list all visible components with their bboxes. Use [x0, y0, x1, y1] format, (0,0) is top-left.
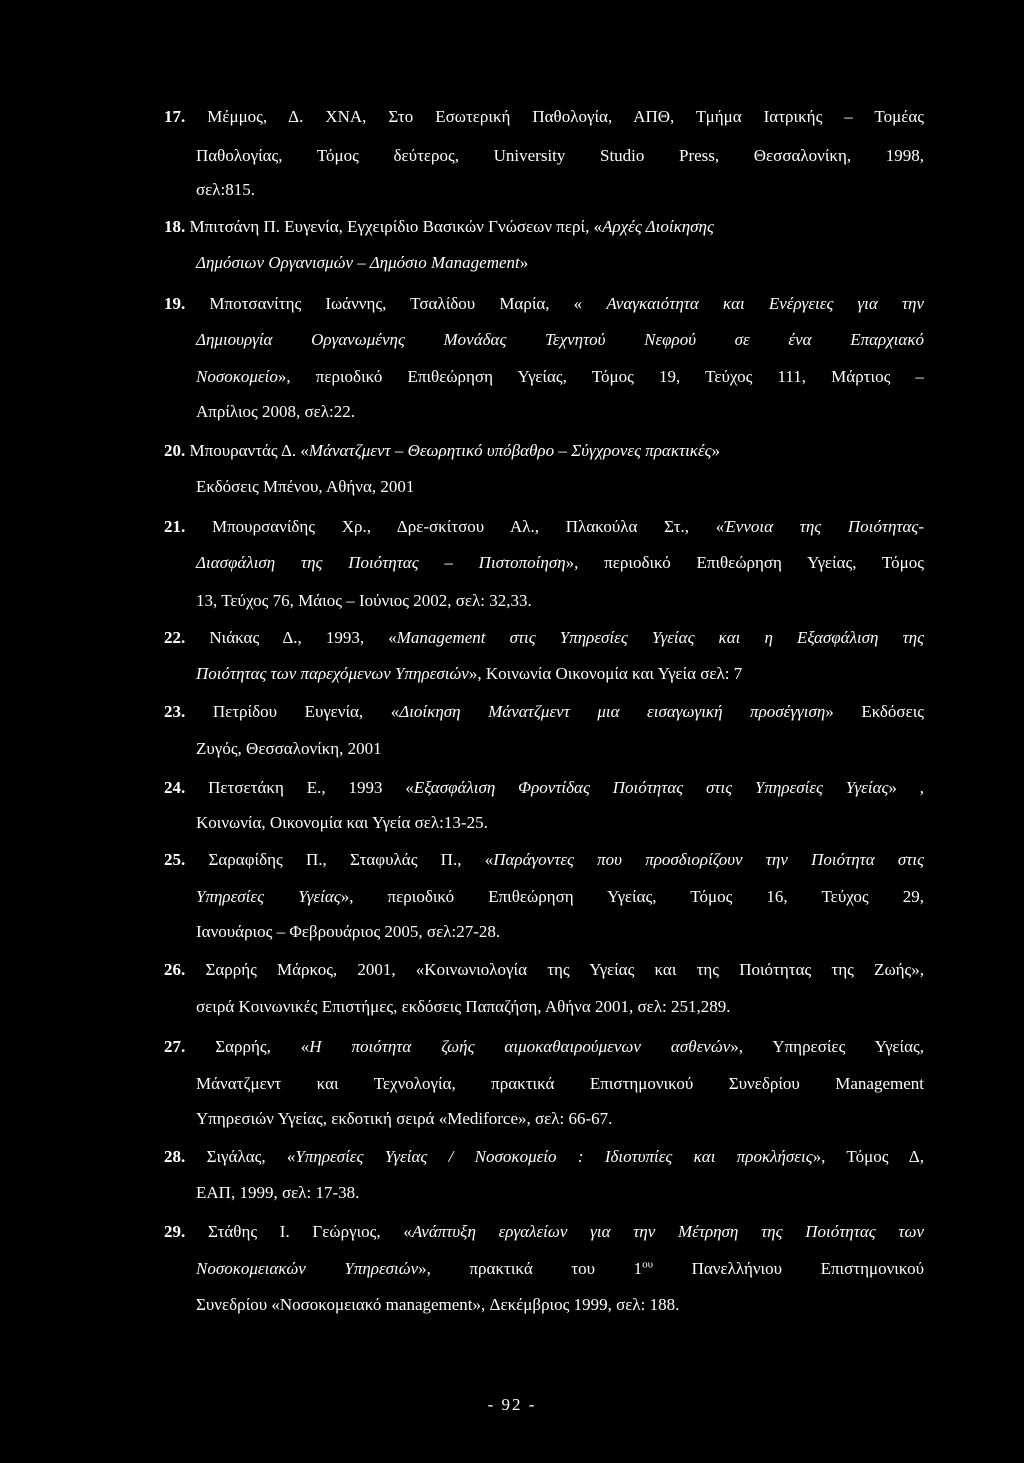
reference-number: 29.: [164, 1222, 208, 1241]
reference-title-text: Εξασφάλιση Φροντίδας Ποιότητας στις Υπηρεσίες Υγείας: [413, 778, 889, 797]
reference-text: Στάθης Ι. Γεώργιος, «: [207, 1222, 412, 1241]
reference-text: ΕΑΠ, 1999, σελ: 17-38.: [196, 1183, 360, 1202]
reference-text: Σαρρής Μάρκος, 2001, «Κοινωνιολογία της Υγείας και της Ποιότητας της Ζωής»,: [205, 960, 925, 979]
reference-title-text: Παράγοντες που προσδιορίζουν την Ποιότητα στις: [493, 850, 924, 869]
reference-line: [164, 293, 924, 314]
reference-text: σελ:815.: [196, 180, 256, 199]
reference-text: Μπουραντάς Δ. «: [189, 441, 309, 460]
reference-line: [196, 1294, 924, 1315]
reference-text: Πετρίδου Ευγενία, «: [212, 702, 400, 721]
reference-line: [196, 1258, 924, 1279]
reference-line: [164, 440, 720, 461]
reference-line: [196, 921, 924, 942]
reference-title-text: Νοσοκομείο: [196, 367, 278, 386]
reference-title-text: Έννοια της Ποιότητας-: [724, 517, 924, 536]
reference-line: [196, 252, 924, 273]
reference-text: Μποτσανίτης Ιωάννης, Τσαλίδου Μαρία, «: [209, 294, 607, 313]
reference-text: » Εκδόσεις: [825, 702, 925, 721]
reference-title-text: Υπηρεσίες Υγείας: [196, 887, 341, 906]
reference-title-text: Αρχές Διοίκησης: [602, 217, 714, 236]
reference-number: 22.: [164, 628, 210, 647]
reference-text: »: [711, 441, 721, 460]
reference-line: [164, 1036, 924, 1057]
reference-text: Σιγάλας, «: [206, 1147, 296, 1166]
reference-text: Μπουρσανίδης Χρ., Δρε-σκίτσου Αλ., Πλακούλα Στ., «: [211, 517, 725, 536]
reference-line: [164, 516, 924, 537]
reference-text: Μέμμος, Δ. ΧΝΑ, Στο Εσωτερική Παθολογία, ΑΠΘ, Τμήμα Ιατρικής – Τομέας: [207, 107, 924, 126]
reference-line: [164, 701, 924, 722]
reference-number: 28.: [164, 1147, 207, 1166]
reference-number: 24.: [164, 778, 209, 797]
reference-title-text: Μάνατζμεντ – Θεωρητικό υπόβαθρο – Σύγχρονες πρακτικές: [308, 441, 712, 460]
reference-text: Σαραφίδης Π., Σταφυλάς Π., «: [208, 850, 494, 869]
reference-text: Συνεδρίου «Νοσοκομειακό management», Δεκέμβριος 1999, σελ: 188.: [196, 1295, 680, 1314]
reference-line: [196, 1182, 924, 1203]
reference-line: [196, 145, 924, 166]
reference-line: [196, 1108, 924, 1129]
reference-text: »: [519, 253, 529, 272]
reference-text: », περιοδικό Επιθεώρηση Υγείας, Τόμος 16, Τεύχος 29,: [340, 887, 924, 906]
reference-title-text: Δημόσιων Οργανισμών – Δημόσιο Management: [196, 253, 520, 272]
reference-number: 20.: [164, 441, 190, 460]
reference-line: [196, 329, 924, 350]
reference-text: », περιοδικό Επιθεώρηση Υγείας, Τόμος 19, Τεύχος 111, Μάρτιος –: [277, 367, 924, 386]
reference-text: ου: [642, 1258, 654, 1271]
reference-text: », περιοδικό Επιθεώρηση Υγείας, Τόμος: [565, 553, 924, 572]
reference-text: Υπηρεσιών Υγείας, εκδοτική σειρά «Mediforce», σελ: 66-67.: [196, 1109, 613, 1128]
reference-line: [196, 996, 924, 1017]
reference-title-text: Διοίκηση Μάνατζμεντ μια εισαγωγική προσέγγιση: [399, 702, 826, 721]
reference-text: », Κοινωνία Οικονομία και Υγεία σελ: 7: [468, 664, 743, 683]
reference-title-text: Ανάπτυξη εργαλείων για την Μέτρηση της Ποιότητας των: [411, 1222, 924, 1241]
reference-line: [164, 216, 714, 237]
reference-text: Πανελλήνιου Επιστημονικού: [653, 1259, 924, 1278]
reference-title-text: Η ποιότητα ζωής αιμοκαθαιρούμενων ασθενών: [309, 1037, 731, 1056]
reference-text: Νιάκας Δ., 1993, «: [209, 628, 397, 647]
reference-text: 13, Τεύχος 76, Μάιος – Ιούνιος 2002, σελ: 32,33.: [196, 591, 532, 610]
reference-text: Μάνατζμεντ και Τεχνολογία, πρακτικά Επιστημονικού Συνεδρίου Management: [196, 1074, 924, 1093]
reference-line: [196, 738, 924, 759]
reference-text: Εκδόσεις Μπένου, Αθήνα, 2001: [196, 477, 415, 496]
reference-line: [164, 959, 924, 980]
page-number: - 92 -: [487, 1395, 537, 1414]
reference-line: [196, 886, 924, 907]
reference-title-text: Δημιουργία Οργανωμένης Μονάδας Τεχνητού Νεφρού σε ένα Επαρχιακό: [196, 330, 924, 349]
reference-title-text: Management στις Υπηρεσίες Υγείας και η Εξασφάλιση της: [396, 628, 925, 647]
reference-number: 21.: [164, 517, 212, 536]
reference-line: [196, 366, 924, 387]
reference-line: [164, 777, 924, 798]
reference-number: 27.: [164, 1037, 216, 1056]
reference-text: Κοινωνία, Οικονομία και Υγεία σελ:13-25.: [196, 813, 488, 832]
reference-number: 26.: [164, 960, 206, 979]
reference-line: [164, 1146, 924, 1167]
reference-title-text: Νοσοκομειακών Υπηρεσιών: [196, 1259, 419, 1278]
reference-line: [164, 1221, 924, 1242]
reference-text: Σαρρής, «: [215, 1037, 310, 1056]
reference-number: 17.: [164, 107, 208, 126]
reference-text: Μπιτσάνη Π. Ευγενία, Εγχειρίδιο Βασικών Γνώσεων περί, «: [189, 217, 603, 236]
reference-text: », Τόμος Δ,: [812, 1147, 924, 1166]
reference-line: [164, 106, 924, 127]
reference-text: σειρά Κοινωνικές Επιστήμες, εκδόσεις Παπαζήση, Αθήνα 2001, σελ: 251,289.: [196, 997, 731, 1016]
reference-line: [196, 590, 924, 611]
reference-line: [196, 663, 924, 684]
reference-text: Ιανουάριος – Φεβρουάριος 2005, σελ:27-28.: [196, 922, 501, 941]
reference-line: [196, 1073, 924, 1094]
reference-text: Πετσετάκη Ε., 1993 «: [208, 778, 414, 797]
reference-text: » ,: [888, 778, 924, 797]
reference-title-text: Αναγκαιότητα και Ενέργειες για την: [606, 294, 925, 313]
reference-text: Ζυγός, Θεσσαλονίκη, 2001: [196, 739, 382, 758]
reference-line: [196, 179, 924, 200]
reference-text: Απρίλιος 2008, σελ:22.: [196, 402, 356, 421]
reference-text: Παθολογίας, Τόμος δεύτερος, University Studio Press, Θεσσαλονίκη, 1998,: [196, 146, 924, 165]
reference-text: », πρακτικά του 1: [418, 1259, 643, 1278]
reference-number: 25.: [164, 850, 209, 869]
reference-number: 23.: [164, 702, 213, 721]
reference-title-text: Ποιότητας των παρεχόμενων Υπηρεσιών: [196, 664, 469, 683]
reference-title-text: Υπηρεσίες Υγείας / Νοσοκομείο : Ιδιοτυπίες και προκλήσεις: [295, 1147, 813, 1166]
reference-line: [164, 627, 924, 648]
reference-number: 19.: [164, 294, 210, 313]
reference-title-text: Διασφάλιση της Ποιότητας – Πιστοποίηση: [196, 553, 566, 572]
reference-line: [196, 812, 924, 833]
reference-line: [196, 476, 924, 497]
reference-line: [196, 552, 924, 573]
reference-text: », Υπηρεσίες Υγείας,: [730, 1037, 924, 1056]
reference-line: [196, 401, 924, 422]
reference-line: [164, 849, 924, 870]
reference-number: 18.: [164, 217, 190, 236]
